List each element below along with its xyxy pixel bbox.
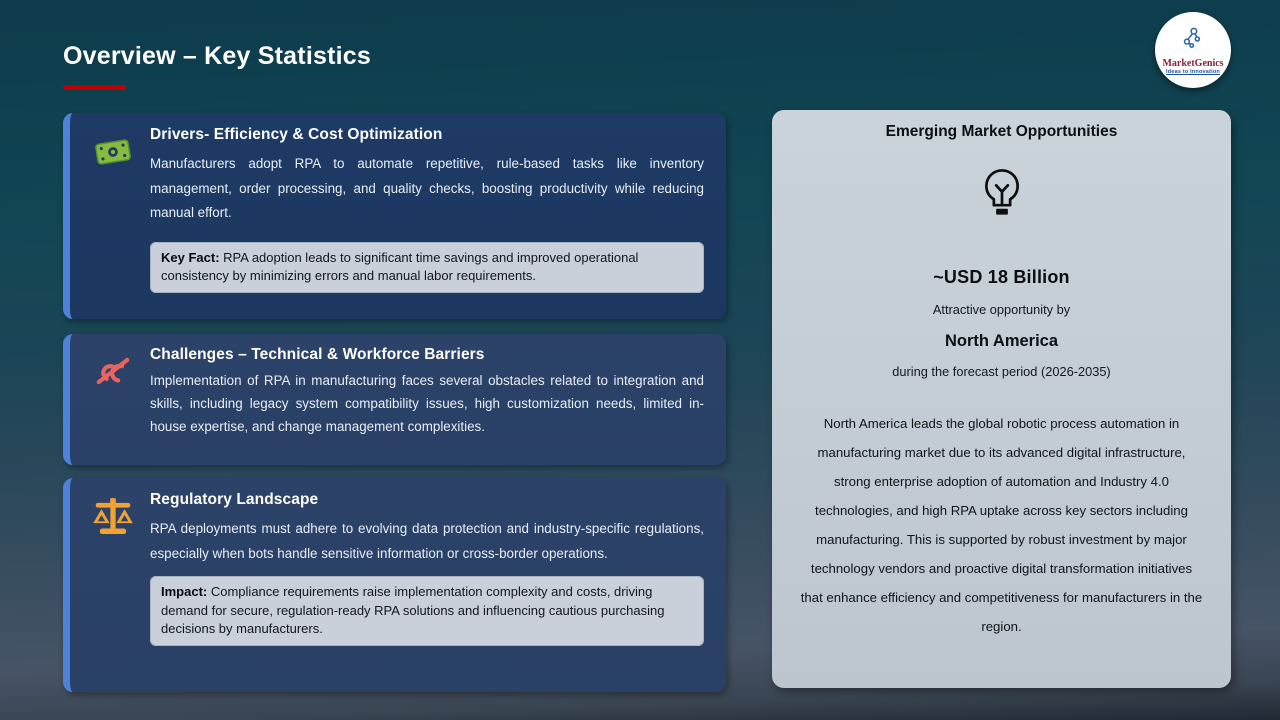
key-fact-text: RPA adoption leads to significant time savings and improved operational consistency by minimizing errors and manual labor requirements. <box>161 249 639 283</box>
page-title: Overview – Key Statistics <box>63 42 371 70</box>
marketgenics-logo <box>1155 12 1231 88</box>
impact-text: Compliance requirements raise implementation complexity and costs, driving demand for secure, regulation-ready RPA solutions and influencing cautious purchasing decisions by manufacturers. <box>161 584 665 636</box>
card-title-regulatory: Regulatory Landscape <box>150 491 319 508</box>
opportunity-period: during the forecast period (2026-2035) <box>892 364 1111 379</box>
card-body-drivers: Manufacturers adopt RPA to automate repetitive, rule-based tasks like inventory management, order processing, and quality checks, boosting productivity while reducing manual effort. <box>150 156 704 220</box>
logo-tagline: Ideas to Innovation <box>1166 68 1220 75</box>
title-underline <box>63 85 126 90</box>
banknote-icon <box>92 131 134 173</box>
card-title-challenges: Challenges – Technical & Workforce Barriers <box>150 346 485 363</box>
logo-name: MarketGenics <box>1162 57 1224 69</box>
opportunity-subtitle: Attractive opportunity by <box>932 302 1071 317</box>
card-title-drivers: Drivers- Efficiency & Cost Optimization <box>150 126 443 143</box>
card-challenges <box>63 334 726 465</box>
impact-box <box>150 576 704 646</box>
key-fact-box <box>150 242 704 293</box>
opportunity-panel <box>772 110 1231 688</box>
card-body-regulatory: RPA deployments must adhere to evolving data protection and industry-specific regulations, especially when bots handle sensitive information or cross-border operations. <box>150 521 704 561</box>
impact-label: Impact: <box>161 584 208 599</box>
card-body-challenges: Implementation of RPA in manufacturing faces several obstacles related to integration and skills, including legacy system compatibility issues, high customization needs, limited in-house expertise, and change management complexities. <box>150 373 704 434</box>
molecule-icon <box>1179 26 1207 57</box>
lightbulb-icon <box>772 165 1231 221</box>
scales-icon <box>92 496 134 538</box>
opportunity-description: North America leads the global robotic process automation in manufacturing market due to its advanced digital infrastructure, strong enterprise adoption of automation and Industry 4.0 technologies, and high RPA uptake across key sectors including manufacturing. This is supported by robust investment by major technology vendors and proactive digital transformation initiatives that enhance efficiency and competitiveness for manufacturers in the region. <box>800 416 1203 634</box>
key-fact-label: Key Fact: <box>161 249 220 265</box>
opportunity-panel-title: Emerging Market Opportunities <box>885 123 1118 140</box>
card-regulatory <box>63 478 726 692</box>
knot-icon <box>92 350 134 392</box>
opportunity-region: North America <box>944 332 1059 350</box>
opportunity-value: ~USD 18 Billion <box>933 267 1070 287</box>
card-drivers <box>63 113 726 319</box>
